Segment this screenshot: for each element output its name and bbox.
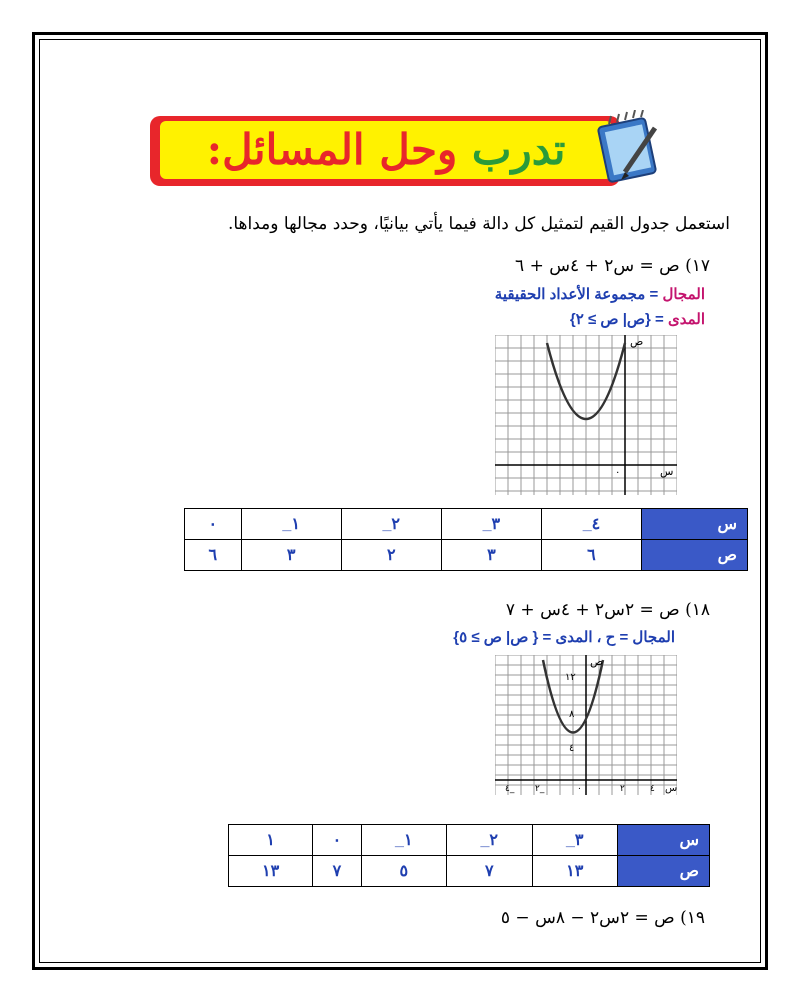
table-cell: ٥ (361, 856, 446, 887)
table-row (185, 509, 748, 540)
banner-word-practice: تدرب (471, 125, 566, 174)
origin-label: ٠ (615, 467, 621, 478)
y-axis-label: ص (630, 335, 644, 348)
x-tick-label: ٠ (577, 784, 582, 794)
problem-17-value-table (184, 508, 748, 571)
table-cell: ١_ (241, 509, 341, 540)
table-cell: ٣_ (441, 509, 541, 540)
table-cell: ٦ (541, 540, 641, 571)
x-tick-label: ٤_ (505, 784, 515, 794)
problem-19-equation (501, 908, 705, 928)
table-header-x: س (642, 509, 748, 540)
table-cell: ٢_ (341, 509, 441, 540)
problem-18-equation (506, 600, 710, 620)
x-tick-label: ٢ (620, 784, 625, 794)
table-cell: ٣ (441, 540, 541, 571)
problem-17-graph (495, 335, 677, 495)
table-cell: ١٣ (229, 856, 313, 887)
table-cell: ١ (229, 825, 313, 856)
y-tick-label: ١٢ (565, 672, 576, 683)
table-cell: ٦ (185, 540, 242, 571)
table-cell: ٧ (447, 856, 532, 887)
table-cell: ١٣ (532, 856, 617, 887)
y-tick-label: ٤ (569, 743, 575, 754)
problem-19-number: ١٩) (680, 908, 705, 928)
notepad-pencil-icon (595, 110, 665, 186)
range-value: = {ص| ص ≥ ٢} (569, 311, 664, 328)
problem-18-formula: ص = ٢س٢ + ٤س + ٧ (505, 600, 680, 620)
table-header-y: ص (642, 540, 748, 571)
table-cell: ٢ (341, 540, 441, 571)
problem-17-formula: ص = س٢ + ٤س + ٦ (515, 256, 680, 276)
table-cell: ٢_ (447, 825, 532, 856)
banner-title (160, 121, 612, 179)
domain-label: المجال (662, 286, 705, 303)
section-banner (150, 110, 650, 186)
range-label: المدى (667, 311, 705, 328)
table-cell: ٤_ (541, 509, 641, 540)
problem-18-value-table (228, 824, 710, 887)
table-cell: ٣_ (532, 825, 617, 856)
table-cell: ١_ (361, 825, 446, 856)
table-row (229, 856, 710, 887)
banner-word-solve: وحل المسائل: (206, 125, 458, 174)
x-axis-label: س (665, 783, 677, 794)
x-tick-label: ٢_ (535, 784, 545, 794)
table-cell: ٧ (313, 856, 361, 887)
problem-17-domain (495, 285, 705, 303)
problem-17-range (570, 310, 705, 328)
instruction-text: استعمل جدول القيم لتمثيل كل دالة فيما يأتي بيانيًا، وحدد مجالها ومداها. (227, 214, 730, 234)
table-cell: ٠ (185, 509, 242, 540)
x-axis-label: س (660, 465, 674, 478)
problem-19-formula: ص = ٢س٢ − ٨س − ٥ (500, 908, 675, 928)
table-cell: ٣ (241, 540, 341, 571)
problem-18-graph (495, 655, 677, 795)
problem-18-domain-range: المجال = ح ، المدى = { ص| ص ≥ ٥} (453, 629, 675, 646)
y-axis-label: ص (590, 655, 604, 668)
table-header-y: ص (618, 856, 710, 887)
table-row (229, 825, 710, 856)
table-cell: ٠ (313, 825, 361, 856)
table-header-x: س (618, 825, 710, 856)
table-row (185, 540, 748, 571)
domain-value: = مجموعة الأعداد الحقيقية (494, 286, 659, 303)
problem-18-number: ١٨) (685, 600, 710, 620)
y-tick-label: ٨ (569, 709, 575, 720)
x-tick-label: ٤ (650, 784, 655, 794)
problem-17-equation (515, 256, 710, 276)
problem-17-number: ١٧) (685, 256, 710, 276)
